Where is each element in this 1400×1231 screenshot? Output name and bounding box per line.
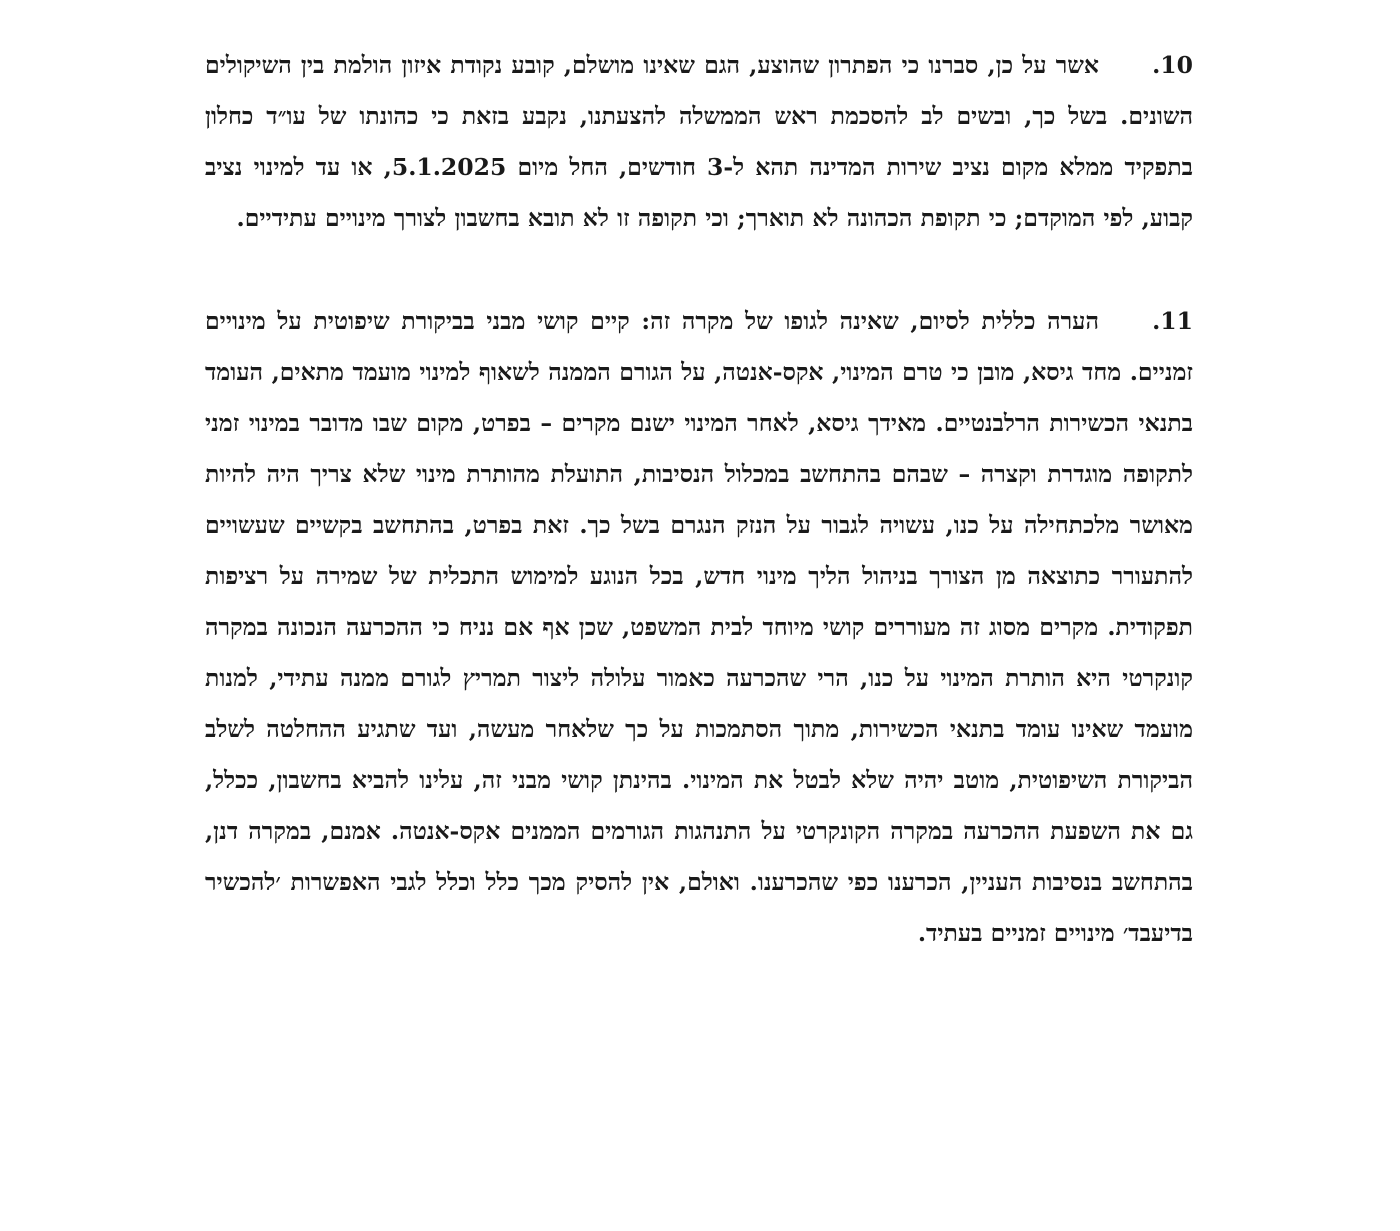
paragraph-number: 11. — [1152, 307, 1193, 335]
paragraph-number: 10. — [1152, 51, 1193, 79]
document-page — [205, 40, 1193, 959]
paragraph-text: הערה כללית לסיום, שאינה לגופו של מקרה זה: קיים קושי מבני בביקורת שיפוטית על מינויים זמניים. מחד גיסא, מובן כי טרם המינוי, אקס-אנטה, על הגורם הממנה לשאוף למינוי מועמד מתאים, העומד בתנאי הכשירות הרלבנטיים. מאידך גיסא, לאחר המינוי ישנם מקרים – בפרט, מקום שבו מדובר במינוי זמני לתקופה מוגדרת וקצרה – שבהם בהתחשב במכלול הנסיבות, התועלת מהותרת מינוי שלא צריך היה להיות מאושר מלכתחילה על כנו, עשויה לגבור על הנזק הנגרם בשל כך. זאת בפרט, בהתחשב בקשיים שעשויים להתעורר כתוצאה מן הצורך בניהול הליך מינוי חדש, בכל הנוגע למימוש התכלית של שמירה על רציפות תפקודית. מקרים מסוג זה מעוררים קושי מיוחד לבית המשפט, שכן אף אם נניח כי ההכרעה הנכונה במקרה קונקרטי היא הותרת המינוי על כנו, הרי שהכרעה כאמור עלולה ליצור תמריץ לגורם ממנה עתידי, למנות מועמד שאינו עומד בתנאי הכשירות, מתוך הסתמכות על כך שלאחר מעשה, ועד שתגיע ההחלטה לשלב הביקורת השיפוטית, מוטב יהיה שלא לבטל את המינוי. בהינתן קושי מבני זה, עלינו להביא בחשבון, ככלל, גם את השפעת ההכרעה במקרה הקונקרטי על התנהגות הגורמים הממנים אקס-אנטה. אמנם, במקרה דנן, בהתחשב בנסיבות העניין, הכרענו כפי שהכרענו. ואולם, אין להסיק מכך כלל וכלל לגבי האפשרות ׳להכשיר בדיעבד׳ מינויים זמניים בעתיד. — [205, 307, 1194, 947]
paragraph-text: אשר על כן, סברנו כי הפתרון שהוצע, הגם שאינו מושלם, קובע נקודת איזון הולמת בין השיקולים השונים. בשל כך, ובשים לב להסכמת ראש הממשלה להצעתנו, נקבע בזאת כי כהונתו של עו״ד כחלון בתפקיד ממלא מקום נציב שירות המדינה תהא ל-3 חודשים, החל מיום 5.1.2025, או עד למינוי נציב קבוע, לפי המוקדם; כי תקופת הכהונה לא תוארך; וכי תקופה זו לא תובא בחשבון לצורך מינויים עתידיים. — [205, 51, 1193, 232]
paragraph-10 — [205, 40, 1193, 244]
paragraph-11 — [205, 296, 1193, 959]
